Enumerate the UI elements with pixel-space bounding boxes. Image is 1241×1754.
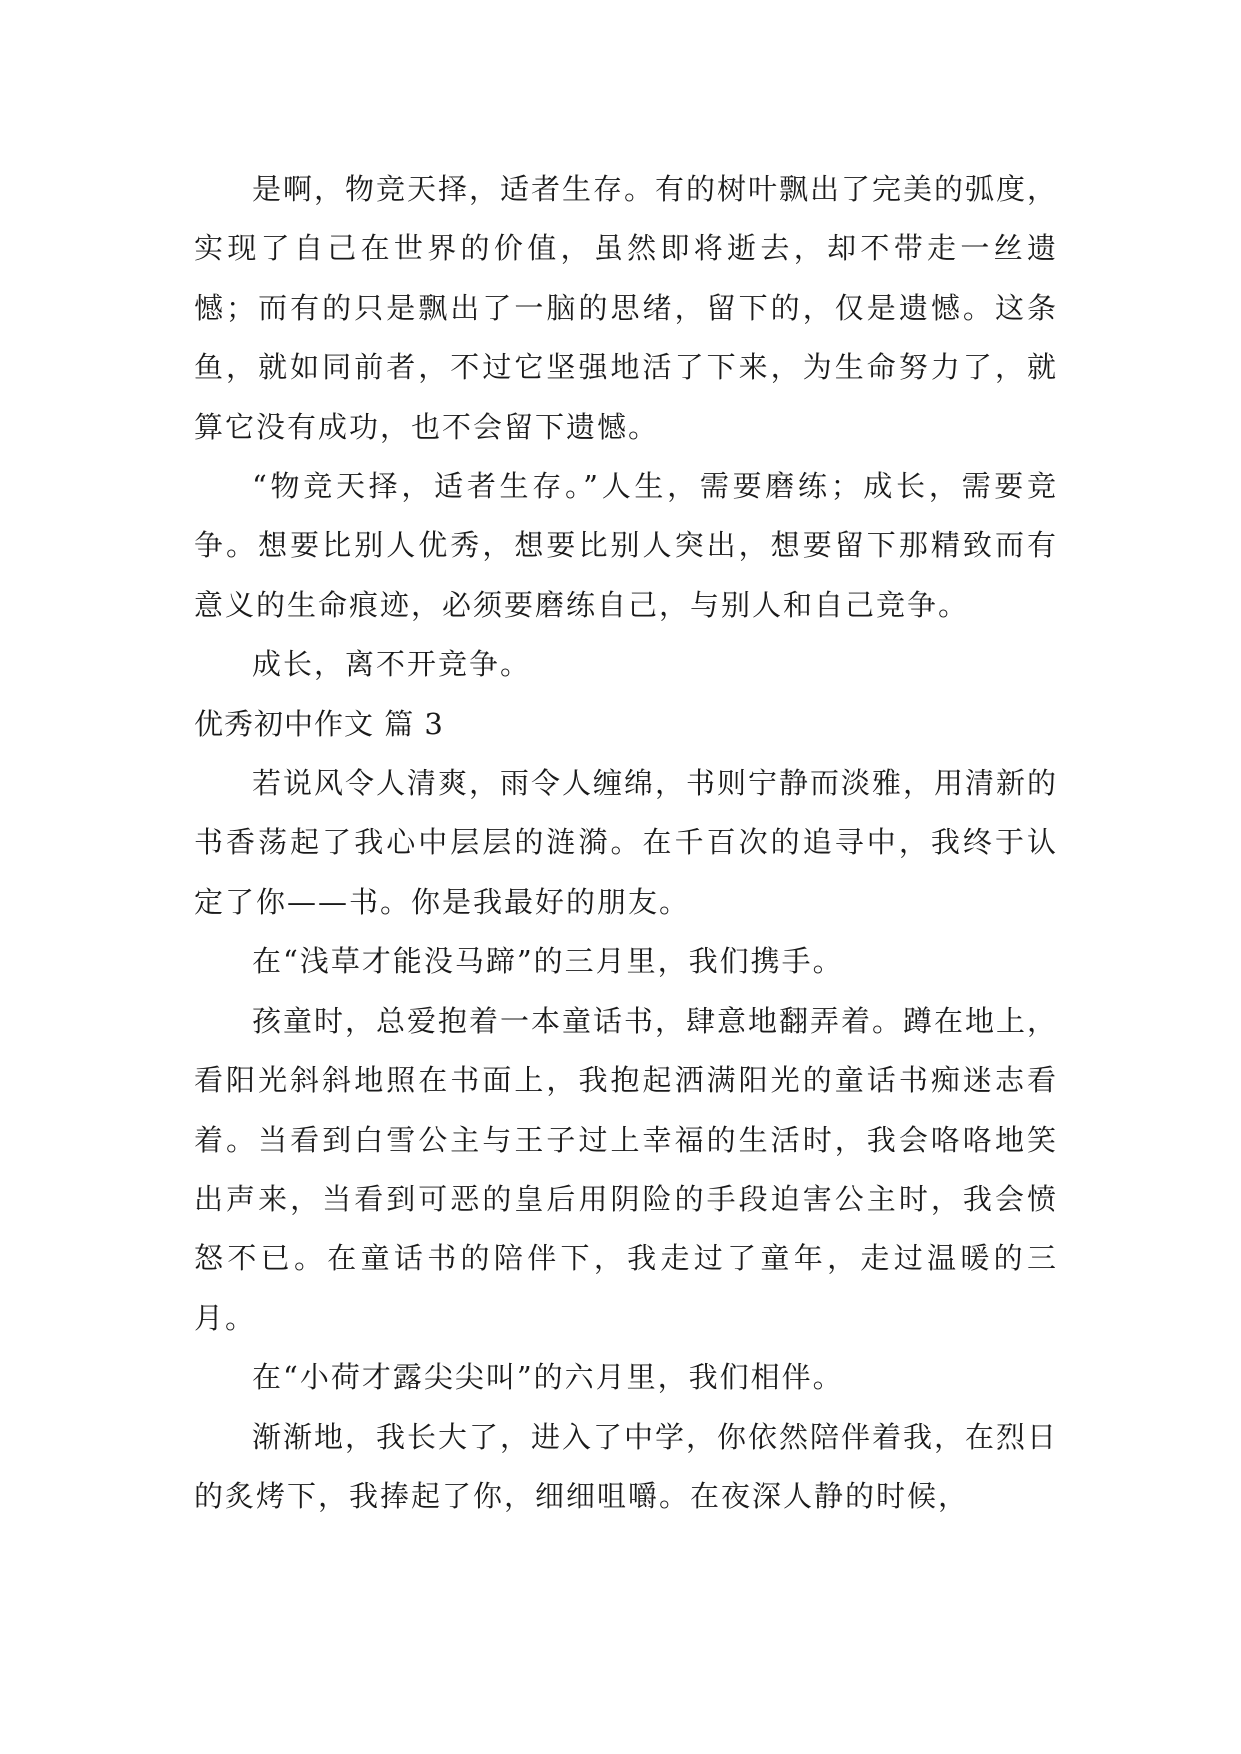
paragraph: 成长，离不开竞争。 xyxy=(252,647,532,682)
paragraph: 是啊，物竞天择，适者生存。有的树叶飘出了完美的弧度，实现了自己在世界的价值，虽然即将逝去，却不带走一丝遗憾；而有的只是飘出了一脑的思绪，留下的，仅是遗憾。这条鱼，就如同前者，不过它坚强地活了下来，为生命努力了，就算它没有成功，也不会留下遗憾。 xyxy=(194,172,1059,444)
paragraph: “物竞天择，适者生存。”人生，需要磨练；成长，需要竞争。想要比别人优秀，想要比别人突出，想要留下那精致而有意义的生命痕迹，必须要磨练自己，与别人和自己竞争。 xyxy=(194,469,1058,622)
paragraph: 若说风令人清爽，雨令人缠绵，书则宁静而淡雅，用清新的书香荡起了我心中层层的涟漪。在千百次的追寻中，我终于认定了你——书。你是我最好的朋友。 xyxy=(194,766,1059,919)
section-title: 优秀初中作文 篇 3 xyxy=(194,706,444,741)
document-page xyxy=(194,160,1058,1526)
paragraph: 渐渐地，我长大了，进入了中学，你依然陪伴着我，在烈日的炙烤下，我捧起了你，细细咀嚼。在夜深人静的时候， xyxy=(194,1419,1059,1513)
paragraph: 在“小荷才露尖尖叫”的六月里，我们相伴。 xyxy=(252,1360,844,1395)
paragraph: 在“浅草才能没马蹄”的三月里，我们携手。 xyxy=(252,944,844,979)
paragraph: 孩童时，总爱抱着一本童话书，肆意地翻弄着。蹲在地上，看阳光斜斜地照在书面上，我抱起洒满阳光的童话书痴迷志看着。当看到白雪公主与王子过上幸福的生活时，我会咯咯地笑出声来，当看到可恶的皇后用阴险的手段迫害公主时，我会愤怒不已。在童话书的陪伴下，我走过了童年，走过温暖的三月。 xyxy=(194,1003,1059,1335)
